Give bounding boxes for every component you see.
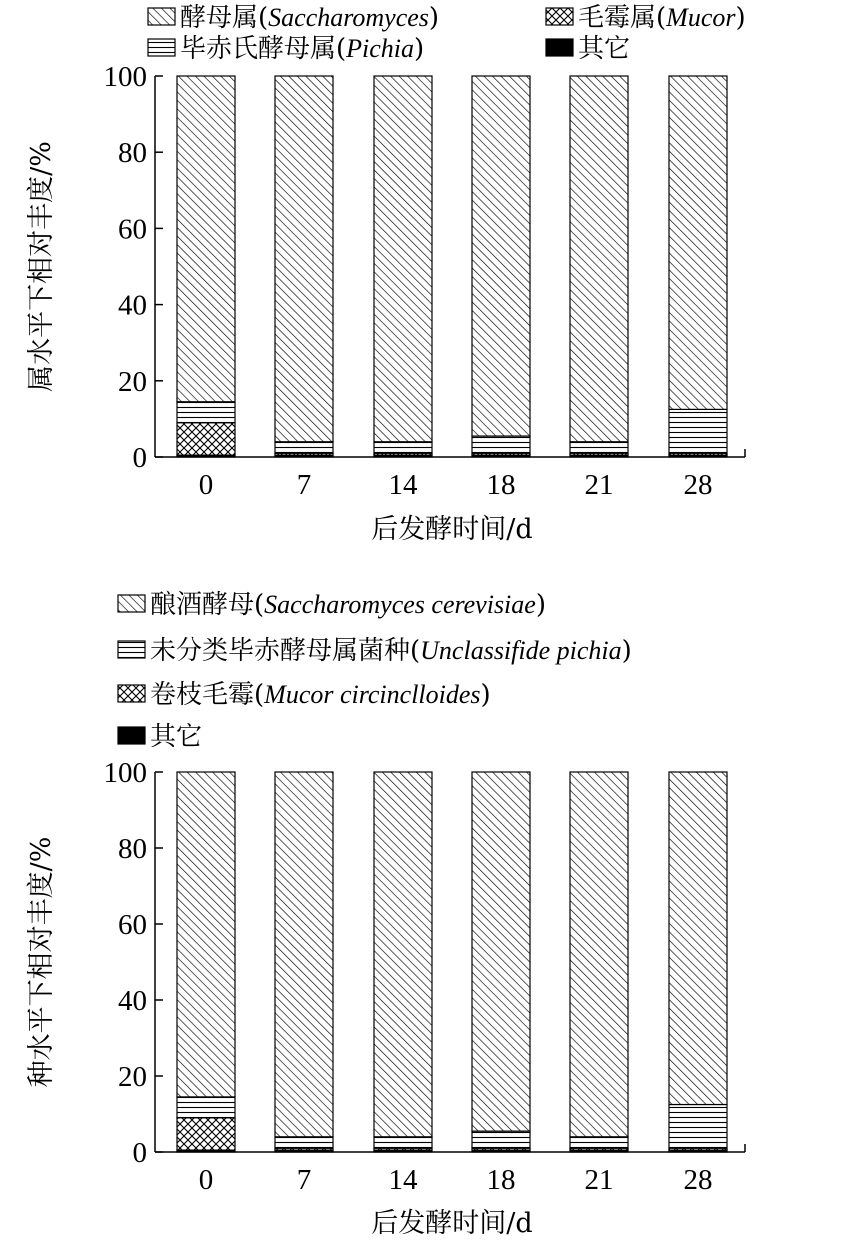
- bar-segment: [177, 772, 235, 1097]
- legend-label: 其它: [150, 722, 203, 752]
- bar-segment: [177, 402, 235, 423]
- legend-item: [148, 34, 424, 64]
- legend-label: 毛霉属(Mucor): [578, 3, 746, 33]
- y-tick-label: 20: [118, 365, 147, 398]
- x-tick-label: 28: [683, 1164, 713, 1196]
- x-tick-label: 21: [584, 1164, 614, 1196]
- y-tick-label: 40: [118, 289, 147, 322]
- x-tick-label: 28: [683, 469, 713, 501]
- legend-swatch: [118, 685, 145, 702]
- legend-item: [118, 722, 202, 752]
- bar-segment: [669, 76, 727, 409]
- species-level-chart: [26, 590, 745, 1239]
- x-tick-label: 7: [296, 469, 312, 501]
- bar-segment: [374, 76, 432, 442]
- bar-segment: [669, 1105, 727, 1149]
- y-tick-label: 80: [118, 137, 147, 170]
- bar-segment: [570, 1137, 628, 1148]
- bar-segment: [374, 442, 432, 453]
- genus-level-chart: [26, 3, 746, 545]
- bar-segment: [177, 423, 235, 455]
- bar-segment: [275, 1137, 333, 1148]
- legend-swatch: [148, 39, 175, 56]
- legend-label: 毕赤氏酵母属(Pichia): [180, 34, 425, 64]
- y-tick-label: 60: [118, 213, 147, 246]
- y-tick-label: 60: [118, 909, 147, 941]
- y-axis-label: 种水平下相对丰度/%: [26, 836, 57, 1088]
- bar-segment: [177, 76, 235, 402]
- legend-item: [148, 3, 439, 33]
- legend-label: 未分类毕赤酵母属菌种(Unclassifide pichia): [150, 636, 632, 666]
- y-tick-label: 0: [132, 442, 147, 474]
- legend-item: [118, 636, 632, 666]
- bar-segment: [177, 1097, 235, 1118]
- legend-swatch: [148, 8, 175, 25]
- legend-item: [118, 590, 546, 620]
- bar-segment: [472, 772, 530, 1131]
- legend-item: [546, 3, 746, 33]
- legend-item: [546, 34, 630, 64]
- x-tick-label: 0: [198, 469, 214, 501]
- x-tick-label: 7: [296, 1164, 312, 1196]
- bar-segment: [472, 76, 530, 436]
- y-tick-label: 100: [103, 757, 147, 789]
- x-tick-label: 14: [388, 469, 418, 501]
- x-tick-label: 14: [388, 1164, 418, 1196]
- y-axis-label: 属水平下相对丰度/%: [26, 141, 57, 392]
- bar-segment: [275, 442, 333, 453]
- y-tick-label: 0: [132, 1137, 147, 1169]
- bar-segment: [570, 442, 628, 453]
- legend-label: 酵母属(Saccharomyces): [180, 3, 440, 33]
- legend-item: [118, 680, 491, 710]
- x-axis-label: 后发酵时间/d: [371, 1208, 533, 1239]
- bar-segment: [177, 1118, 235, 1150]
- bar-segment: [374, 1137, 432, 1148]
- x-tick-label: 0: [198, 1164, 214, 1196]
- legend-swatch: [546, 39, 573, 56]
- bar-segment: [275, 772, 333, 1137]
- bar-segment: [275, 76, 333, 442]
- y-tick-label: 100: [103, 61, 147, 93]
- bar-segment: [472, 1131, 530, 1148]
- legend-label: 卷枝毛霉(Mucor circinclloides): [150, 680, 491, 710]
- y-tick-label: 40: [118, 985, 147, 1017]
- y-tick-label: 80: [118, 833, 147, 865]
- bar-segment: [669, 409, 727, 453]
- bar-segment: [472, 436, 530, 453]
- legend-label: 酿酒酵母(Saccharomyces cerevisiae): [150, 590, 546, 620]
- bar-segment: [374, 772, 432, 1137]
- legend-swatch: [546, 8, 573, 25]
- legend-swatch: [118, 641, 145, 658]
- legend-label: 其它: [578, 34, 631, 64]
- bar-segment: [570, 772, 628, 1137]
- legend-swatch: [118, 595, 145, 612]
- legend-swatch: [118, 727, 145, 744]
- bar-segment: [570, 76, 628, 442]
- bar-segment: [669, 772, 727, 1105]
- y-tick-label: 20: [118, 1061, 147, 1093]
- x-tick-label: 18: [486, 469, 516, 501]
- x-tick-label: 18: [486, 1164, 516, 1196]
- x-axis-label: 后发酵时间/d: [371, 514, 533, 545]
- x-tick-label: 21: [584, 469, 614, 501]
